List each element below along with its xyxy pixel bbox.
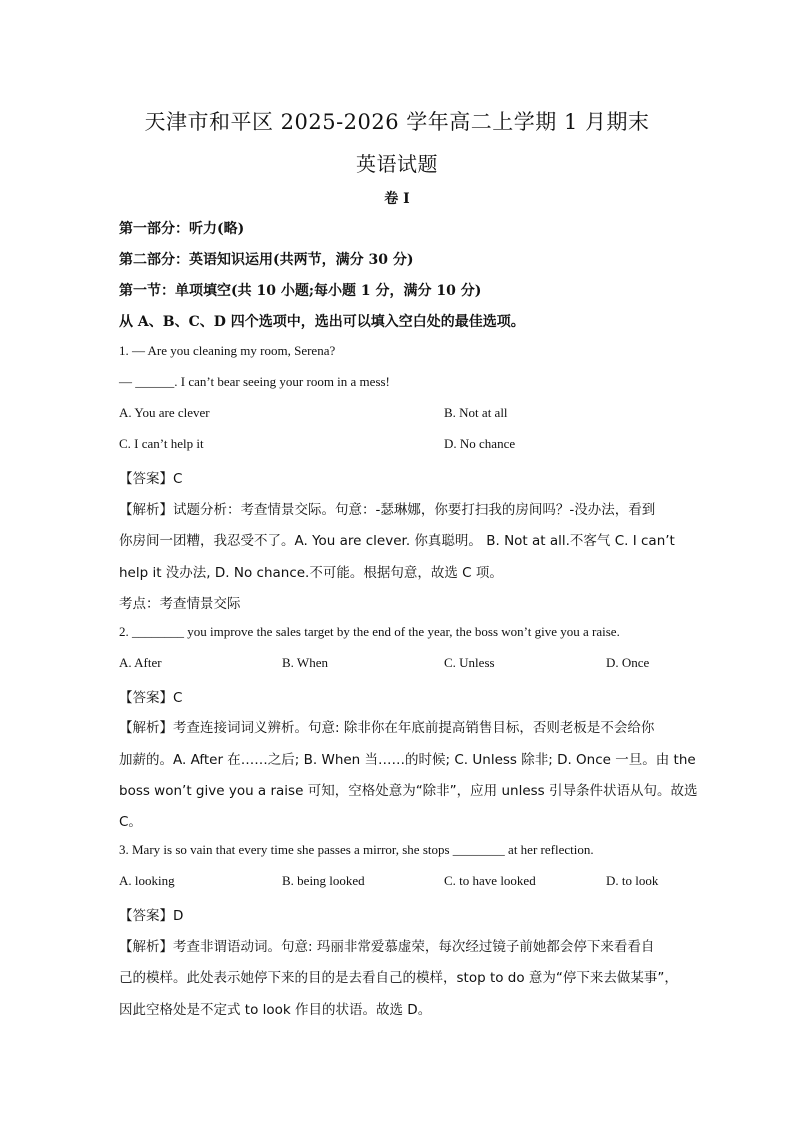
q2-explanation-line4: C。: [119, 814, 142, 830]
q2-option-a: A. After: [119, 655, 162, 670]
q2-stem: 2. ________ you improve the sales target by the end of the year, the boss won’t give you a raise.: [119, 624, 620, 639]
section-instruction: 从 A、B、C、D 四个选项中，选出可以填入空白处的最佳选项。: [119, 314, 525, 330]
q1-answer: 【答案】C: [119, 471, 183, 487]
section-1-heading: 第一节：单项填空(共 10 小题;每小题 1 分，满分 10 分): [119, 283, 482, 299]
q2-explanation-line3: boss won’t give you a raise 可知，空格处意为“除非”，应用 unless 引导条件状语从句。故选: [119, 783, 698, 799]
q2-option-d: D. Once: [606, 655, 650, 670]
q3-explanation-line1: 【解析】考查非谓语动词。句意: 玛丽非常爱慕虚荣，每次经过镜子前她都会停下来看看自: [119, 939, 655, 955]
q3-option-d: D. to look: [606, 873, 659, 888]
q1-option-b: B. Not at all: [444, 405, 508, 420]
volume-label: 卷 I: [384, 191, 410, 207]
q2-option-b: B. When: [282, 655, 328, 670]
exam-subtitle: 英语试题: [356, 152, 438, 176]
q1-explanation-line2: 你房间一团糟，我忍受不了。A. You are clever. 你真聪明。 B. Not at all.不客气 C. I can’t: [119, 533, 675, 549]
exam-title: 天津市和平区 2025-2026 学年高二上学期 1 月期末: [144, 110, 650, 134]
q2-explanation-line1: 【解析】考查连接词词义辨析。句意: 除非你在年底前提高销售目标，否则老板是不会给你: [119, 720, 655, 736]
q1-option-a: A. You are clever: [119, 405, 210, 420]
q3-answer: 【答案】D: [119, 908, 184, 924]
q1-option-d: D. No chance: [444, 436, 516, 451]
q1-stem-line2: — ______. I can’t bear seeing your room in a mess!: [119, 374, 390, 389]
q1-test-point: 考点：考查情景交际: [119, 596, 241, 612]
q3-stem: 3. Mary is so vain that every time she passes a mirror, she stops ________ at her reflection.: [119, 842, 594, 857]
q2-explanation-line2: 加薪的。A. After 在……之后; B. When 当……的时候; C. Unless 除非; D. Once 一旦。由 the: [119, 752, 696, 768]
q3-explanation-line2: 己的模样。此处表示她停下来的目的是去看自己的模样，stop to do 意为“停下来去做某事”，: [119, 970, 678, 986]
q1-explanation-line1: 【解析】试题分析：考查情景交际。句意：-瑟琳娜，你要打扫我的房间吗？-没办法，看到: [119, 502, 656, 518]
q2-option-c: C. Unless: [444, 655, 495, 670]
q3-option-b: B. being looked: [282, 873, 365, 888]
q3-explanation-line3: 因此空格处是不定式 to look 作目的状语。故选 D。: [119, 1002, 432, 1018]
q3-option-a: A. looking: [119, 873, 175, 888]
q3-option-c: C. to have looked: [444, 873, 536, 888]
q1-option-c: C. I can’t help it: [119, 436, 204, 451]
section-part2: 第二部分：英语知识运用(共两节，满分 30 分): [119, 252, 414, 268]
q2-answer: 【答案】C: [119, 690, 183, 706]
q1-explanation-line3: help it 没办法, D. No chance.不可能。根据句意，故选 C 项。: [119, 565, 503, 581]
q1-stem-line1: 1. — Are you cleaning my room, Serena?: [119, 343, 336, 358]
section-part1: 第一部分：听力(略): [119, 221, 245, 237]
